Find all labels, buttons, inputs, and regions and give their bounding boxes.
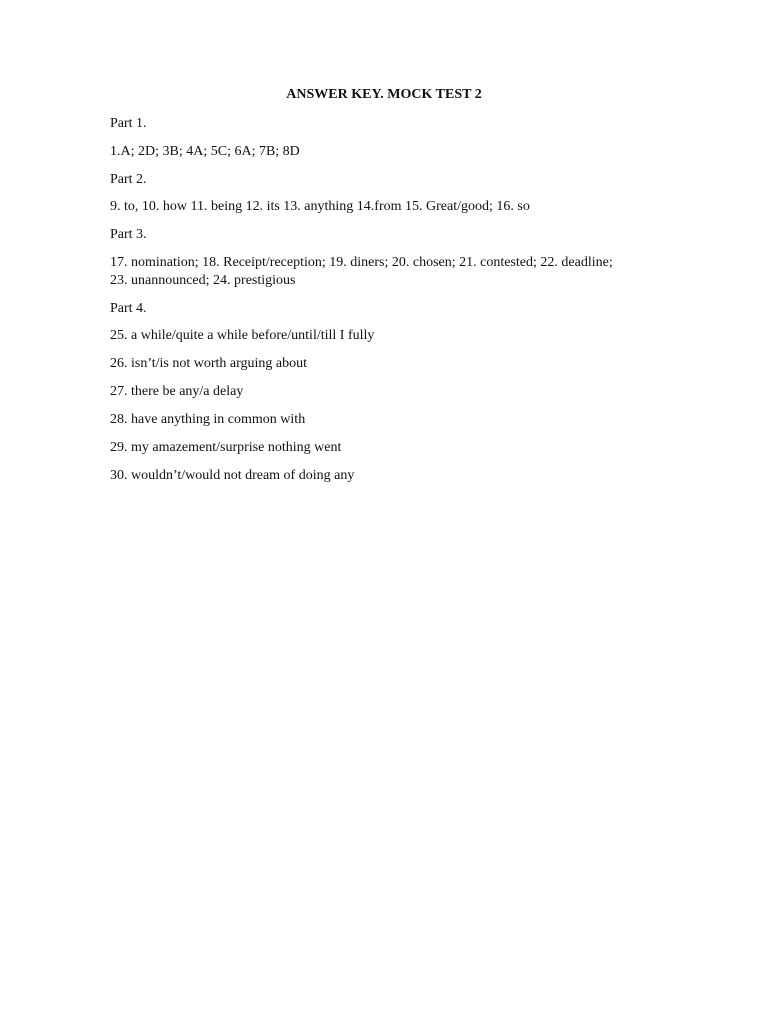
part4-answer-26: 26. isn’t/is not worth arguing about [110,356,308,371]
part4-answer-30: 30. wouldn’t/would not dream of doing any [110,468,355,483]
part2-heading: Part 2. [110,172,147,187]
part1-heading: Part 1. [110,116,147,131]
part4-answer-28: 28. have anything in common with [110,412,306,427]
part4-answer-27: 27. there be any/a delay [110,384,244,399]
part3-answers-line2: 23. unannounced; 24. prestigious [110,273,296,288]
part4-heading: Part 4. [110,301,147,316]
part4-answer-25: 25. a while/quite a while before/until/till I fully [110,328,375,343]
part3-heading: Part 3. [110,227,147,242]
part3-answers-line1: 17. nomination; 18. Receipt/reception; 19. diners; 20. chosen; 21. contested; 22. deadline; [110,255,613,270]
part1-answers: 1.A; 2D; 3B; 4A; 5C; 6A; 7B; 8D [110,144,300,159]
part4-answer-29: 29. my amazement/surprise nothing went [110,440,342,455]
document-title: ANSWER KEY. MOCK TEST 2 [286,87,482,102]
part2-answers: 9. to, 10. how 11. being 12. its 13. anything 14.from 15. Great/good; 16. so [110,199,530,214]
